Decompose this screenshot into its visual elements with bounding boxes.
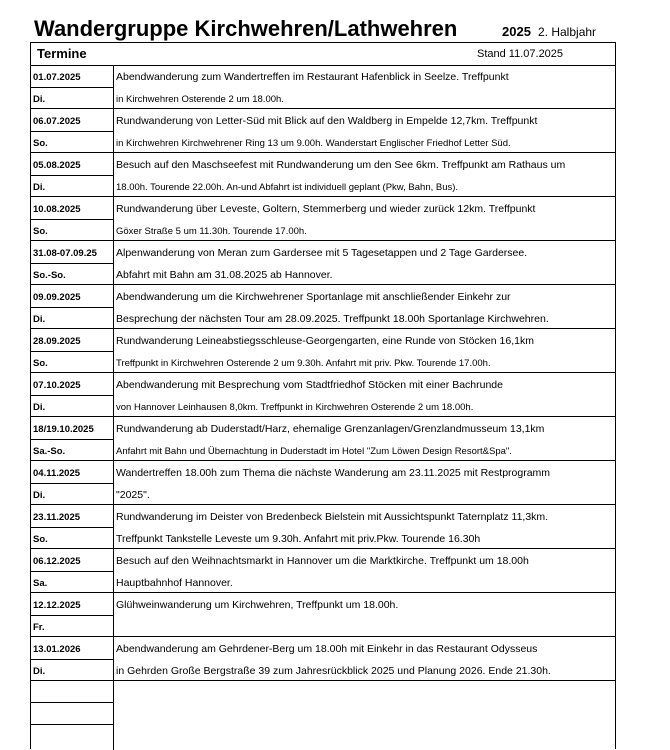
entry-date: 31.08-07.09.25 bbox=[33, 248, 97, 259]
entry-line-2: Hauptbahnhof Hannover. bbox=[116, 577, 233, 589]
entry-line-1: Abendwanderung mit Besprechung vom Stadtfriedhof Stöcken mit einer Bachrunde bbox=[116, 379, 503, 391]
entry-line-1: Abendwanderung um die Kirchwehrener Sportanlage mit anschließender Einkehr zur bbox=[116, 291, 511, 303]
entry-date: 28.09.2025 bbox=[33, 336, 81, 347]
row-divider bbox=[31, 615, 113, 616]
empty-cell bbox=[31, 681, 113, 703]
entry-line-1: Besuch auf den Maschseefest mit Rundwanderung um den See 6km. Treffpunkt am Rathaus um bbox=[116, 159, 566, 171]
entry-line-2: von Hannover Leinhausen 8,0km. Treffpunkt in Kirchwehren Osterende 2 um 18.00h. bbox=[116, 402, 474, 413]
stand-date: Stand 11.07.2025 bbox=[477, 48, 564, 60]
entry-day: So. bbox=[33, 358, 48, 369]
entry-day: So. bbox=[33, 534, 48, 545]
table-row bbox=[31, 65, 615, 109]
entry-line-2: Treffpunkt Tankstelle Leveste um 9.30h. Anfahrt mit priv.Pkw. Tourende 16.30h bbox=[116, 533, 481, 545]
table-row bbox=[31, 637, 615, 681]
entry-line-2: Treffpunkt in Kirchwehren Osterende 2 um 9.30h. Anfahrt mit priv. Pkw. Tourende 17.00h. bbox=[116, 358, 491, 369]
row-divider bbox=[31, 439, 113, 440]
entry-line-2: Besprechung der nächsten Tour am 28.09.2025. Treffpunkt 18.00h Sportanlage Kirchwehren. bbox=[116, 313, 549, 325]
entry-date: 06.07.2025 bbox=[33, 116, 81, 127]
entry-day: So.-So. bbox=[33, 270, 66, 281]
table-row bbox=[31, 241, 615, 285]
table-row bbox=[31, 197, 615, 241]
halbjahr-label: 2. Halbjahr bbox=[538, 25, 597, 39]
row-divider bbox=[31, 175, 113, 176]
entry-line-1: Glühweinwanderung um Kirchwehren, Treffpunkt um 18.00h. bbox=[116, 599, 399, 611]
entry-line-1: Abendwanderung zum Wandertreffen im Restaurant Hafenblick in Seelze. Treffpunkt bbox=[116, 71, 509, 83]
entry-line-1: Rundwanderung Leineabstiegsschleuse-Georgengarten, eine Runde von Stöcken 16,1km bbox=[116, 335, 534, 347]
entry-line-2: in Kirchwehren Kirchwehrener Ring 13 um 9.00h. Wanderstart Englischer Friedhof Letter Süd. bbox=[116, 138, 511, 149]
row-divider bbox=[31, 307, 113, 308]
table-row bbox=[31, 417, 615, 461]
termine-label: Termine bbox=[37, 46, 87, 61]
entry-day: Sa. bbox=[33, 578, 48, 589]
table-row bbox=[31, 549, 615, 593]
entry-line-1: Rundwanderung im Deister von Bredenbeck Bielstein mit Aussichtspunkt Taternplatz 11,3km. bbox=[116, 511, 549, 523]
entry-line-2: "2025". bbox=[116, 489, 150, 501]
entry-date: 10.08.2025 bbox=[33, 204, 81, 215]
entry-day: Di. bbox=[33, 94, 46, 105]
entry-line-2: Göxer Straße 5 um 11.30h. Tourende 17.00h. bbox=[116, 226, 307, 237]
table-row bbox=[31, 505, 615, 549]
entry-day: So. bbox=[33, 138, 48, 149]
page-title: Wandergruppe Kirchwehren/Lathwehren bbox=[34, 16, 458, 41]
table-header bbox=[31, 43, 615, 66]
table-row bbox=[31, 285, 615, 329]
row-divider bbox=[31, 527, 113, 528]
entry-date: 07.10.2025 bbox=[33, 380, 81, 391]
entry-day: Di. bbox=[33, 402, 46, 413]
entry-date: 12.12.2025 bbox=[33, 600, 81, 611]
entry-line-1: Rundwanderung von Letter-Süd mit Blick auf den Waldberg in Empelde 12,7km. Treffpunkt bbox=[116, 115, 538, 127]
row-divider bbox=[31, 351, 113, 352]
entry-day: Di. bbox=[33, 182, 46, 193]
entry-date: 01.07.2025 bbox=[33, 72, 81, 83]
entry-line-2: 18.00h. Tourende 22.00h. An-und Abfahrt ist individuell geplant (Pkw, Bahn, Bus). bbox=[116, 182, 459, 193]
entry-date: 18/19.10.2025 bbox=[33, 424, 94, 435]
entry-line-2: in Kirchwehren Osterende 2 um 18.00h. bbox=[116, 94, 284, 105]
row-divider bbox=[31, 571, 113, 572]
entry-line-2: Anfahrt mit Bahn und Übernachtung in Duderstadt im Hotel "Zum Löwen Design Resort&Spa". bbox=[116, 446, 512, 457]
entry-day: Di. bbox=[33, 490, 46, 501]
row-divider bbox=[31, 87, 113, 88]
schedule-table bbox=[30, 42, 616, 749]
table-row bbox=[31, 109, 615, 153]
row-divider bbox=[31, 483, 113, 484]
entry-line-1: Rundwanderung über Leveste, Goltern, Stemmerberg und wieder zurück 12km. Treffpunkt bbox=[116, 203, 536, 215]
entry-line-1: Abendwanderung am Gehrdener-Berg um 18.00h mit Einkehr in das Restaurant Odysseus bbox=[116, 643, 538, 655]
entry-line-1: Alpenwanderung von Meran zum Gardersee mit 5 Tagesetappen und 2 Tage Gardersee. bbox=[116, 247, 528, 259]
entry-line-1: Wandertreffen 18.00h zum Thema die nächste Wanderung am 23.11.2025 mit Restprogramm bbox=[116, 467, 551, 479]
empty-cell bbox=[31, 703, 113, 725]
entry-date: 05.08.2025 bbox=[33, 160, 81, 171]
entry-date: 04.11.2025 bbox=[33, 468, 81, 479]
entry-date: 23.11.2025 bbox=[33, 512, 81, 523]
entry-line-2: Abfahrt mit Bahn am 31.08.2025 ab Hannover. bbox=[116, 269, 333, 281]
year-label: 2025 bbox=[502, 24, 531, 39]
row-divider bbox=[31, 659, 113, 660]
table-row bbox=[31, 373, 615, 417]
table-row bbox=[31, 461, 615, 505]
entry-date: 09.09.2025 bbox=[33, 292, 81, 303]
entry-date: 13.01.2026 bbox=[33, 644, 81, 655]
row-divider bbox=[31, 395, 113, 396]
row-divider bbox=[31, 219, 113, 220]
entry-day: Sa.-So. bbox=[33, 446, 66, 457]
row-divider bbox=[31, 131, 113, 132]
entry-day: So. bbox=[33, 226, 48, 237]
table-row bbox=[31, 153, 615, 197]
entry-line-2: in Gehrden Große Bergstraße 39 zum Jahresrückblick 2025 und Planung 2026. Ende 21.30h. bbox=[116, 665, 551, 677]
row-divider bbox=[31, 263, 113, 264]
entry-day: Di. bbox=[33, 666, 46, 677]
entry-line-1: Besuch auf den Weihnachtsmarkt in Hannover um die Marktkirche. Treffpunkt um 18.00h bbox=[116, 555, 529, 567]
entry-day: Di. bbox=[33, 314, 46, 325]
table-row bbox=[31, 593, 615, 637]
entry-date: 06.12.2025 bbox=[33, 556, 81, 567]
entry-line-1: Rundwanderung ab Duderstadt/Harz, ehemalige Grenzanlagen/Grenzlandmusseum 13,1km bbox=[116, 423, 545, 435]
table-row bbox=[31, 329, 615, 373]
entry-day: Fr. bbox=[33, 622, 45, 633]
